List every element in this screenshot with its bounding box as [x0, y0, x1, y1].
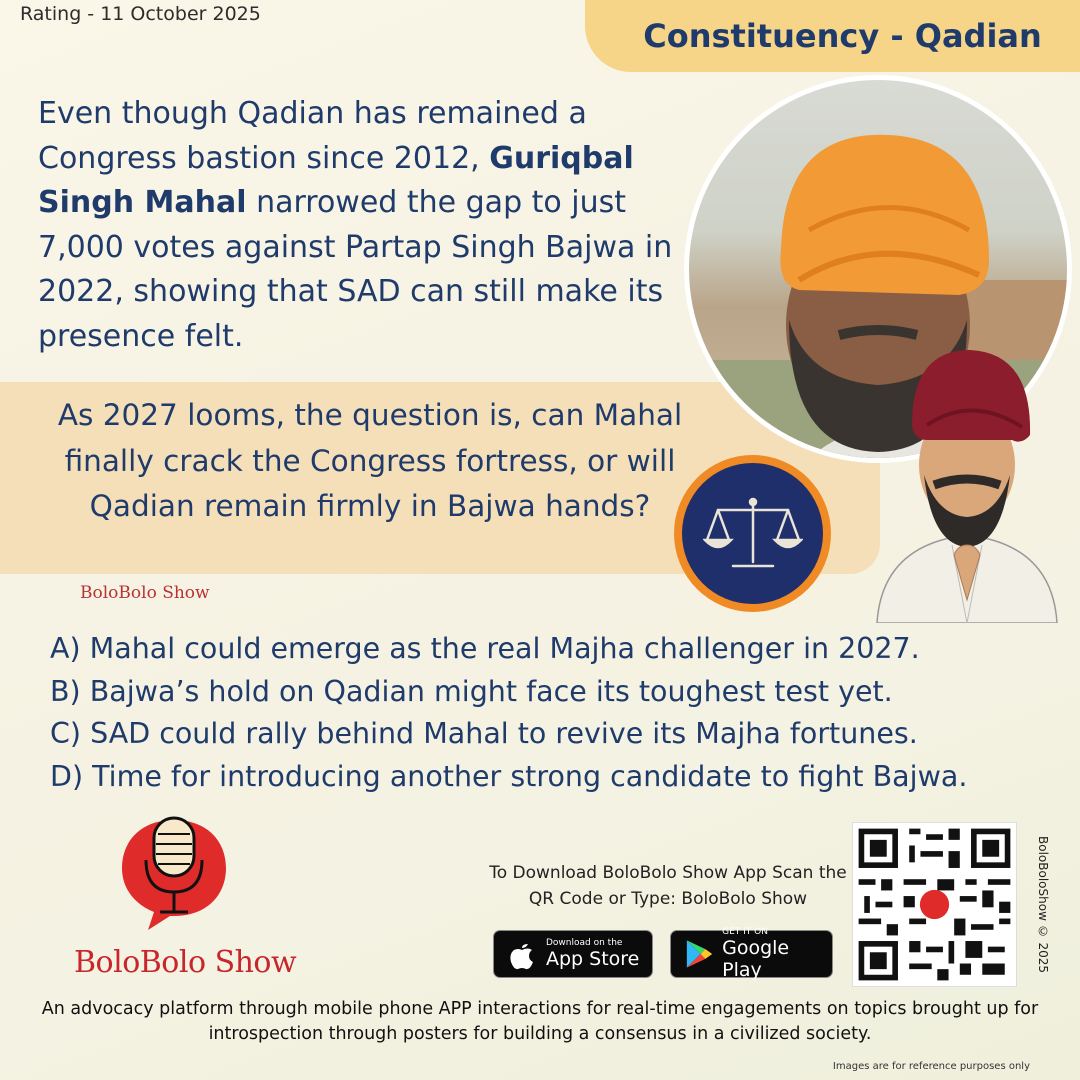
- intro-paragraph: [38, 92, 688, 359]
- constituency-title: Constituency - Qadian: [643, 17, 1042, 55]
- option-d[interactable]: D) Time for introducing another strong candidate to fight Bajwa.: [50, 759, 968, 793]
- candidate-name: Guriqbal Singh Mahal: [38, 140, 634, 220]
- intro-text-start: Even though Qadian has remained a Congress bastion since 2012,: [38, 96, 587, 176]
- caricature-figure: [872, 345, 1062, 623]
- disclaimer: Images are for reference purposes only: [832, 1061, 1030, 1072]
- question-text: As 2027 looms, the question is, can Mahal finally crack the Congress fortress, or will Qadian remain firmly in Bajwa hands?: [57, 398, 683, 523]
- app-store-small-label: Download on the: [546, 938, 623, 948]
- apple-icon: [502, 934, 542, 974]
- options-list: [50, 628, 1060, 798]
- microphone-icon: [118, 812, 230, 932]
- app-store-button[interactable]: [493, 930, 653, 978]
- rating-date: Rating - 11 October 2025: [20, 3, 261, 25]
- download-instructions: To Download BoloBolo Show App Scan the QR Code or Type: BoloBolo Show: [489, 863, 847, 909]
- google-play-label: Google Play: [722, 937, 790, 981]
- option-b[interactable]: B) Bajwa’s hold on Qadian might face its toughest test yet.: [50, 674, 893, 708]
- constituency-banner: [585, 0, 1080, 72]
- scale-badge: [674, 455, 831, 612]
- intro-text-end: narrowed the gap to just 7,000 votes against Partap Singh Bajwa in 2022, showing that SAD can still make its presence felt.: [38, 185, 673, 354]
- qr-code[interactable]: [852, 822, 1017, 987]
- balance-scale-icon: [703, 494, 803, 574]
- watermark: BoloBolo Show: [80, 583, 210, 603]
- google-play-icon: [681, 936, 716, 972]
- app-store-label: App Store: [546, 948, 640, 970]
- google-play-small-label: GET IT ON: [722, 927, 768, 937]
- option-c[interactable]: C) SAD could rally behind Mahal to revive its Majha fortunes.: [50, 717, 918, 750]
- google-play-button[interactable]: [670, 927, 833, 981]
- option-a[interactable]: A) Mahal could emerge as the real Majha challenger in 2027.: [50, 632, 920, 665]
- copyright-vertical: BoloBoloShow © 2025: [1036, 836, 1050, 974]
- brand-logo-text: BoloBolo Show: [74, 945, 297, 980]
- footer-description: An advocacy platform through mobile phone APP interactions for real-time engagements on topics brought up for introspection through posters for building a consensus in a civilized society.: [41, 999, 1039, 1044]
